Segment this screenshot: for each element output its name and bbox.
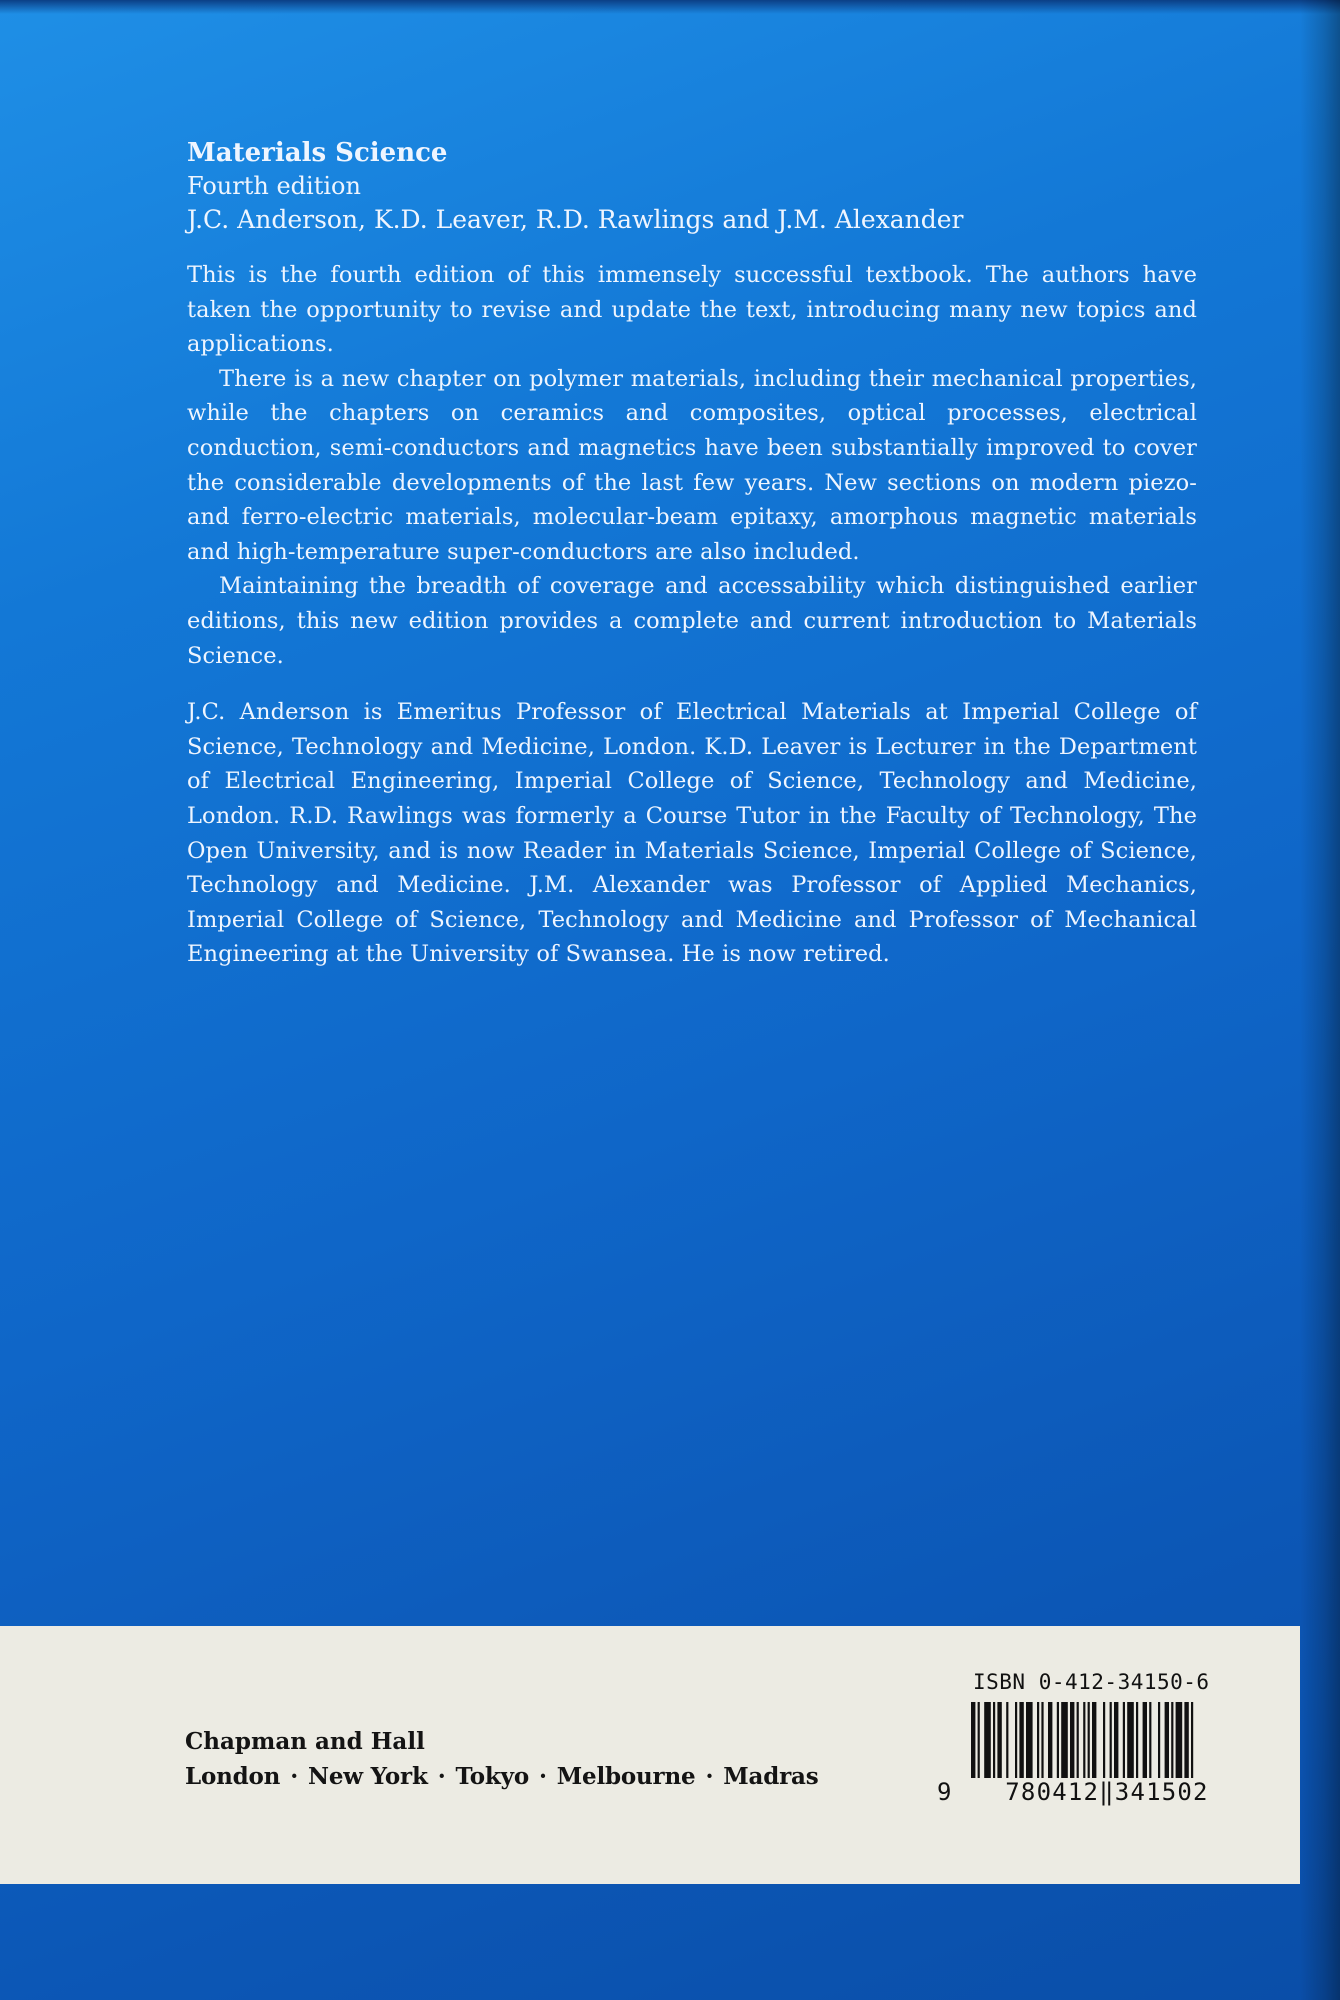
publisher-cities xyxy=(185,1760,818,1794)
barcode-bar xyxy=(1149,1702,1151,1780)
barcode-bar xyxy=(1048,1702,1052,1780)
barcode-bar xyxy=(1077,1702,1079,1780)
barcode-bar xyxy=(1165,1702,1169,1780)
blurb xyxy=(187,258,1197,673)
barcode-bar xyxy=(1061,1702,1068,1780)
publisher-block xyxy=(185,1726,818,1794)
city-separator: · xyxy=(705,1763,714,1790)
barcode-lead-digit: 9 xyxy=(937,1778,952,1806)
barcode-bar xyxy=(1070,1702,1074,1780)
barcode-bar xyxy=(1083,1702,1085,1786)
city-london: London xyxy=(185,1763,281,1790)
barcode-bar xyxy=(993,1702,995,1780)
city-madras: Madras xyxy=(723,1763,819,1790)
barcode-bar xyxy=(1110,1702,1112,1780)
barcode-bar xyxy=(984,1702,991,1780)
city-melbourne: Melbourne xyxy=(556,1763,696,1790)
city-separator: · xyxy=(290,1763,298,1790)
blurb-paragraph-3: Maintaining the breadth of coverage and accessability which distinguished earlier editions, this new edition provides a complete and current introduction to Materials Science. xyxy=(187,573,1197,669)
barcode-bar xyxy=(1158,1702,1160,1780)
barcode-bar xyxy=(1114,1702,1118,1780)
isbn-label: ISBN 0-412-34150-6 xyxy=(973,1670,1210,1694)
barcode-bar xyxy=(1136,1702,1138,1780)
cover-text-block xyxy=(187,136,1197,972)
barcode-bar xyxy=(1171,1702,1173,1780)
barcode-bar xyxy=(997,1702,1001,1780)
barcode-bar xyxy=(1123,1702,1125,1780)
barcode-bar xyxy=(1184,1702,1188,1786)
publisher-name: Chapman and Hall xyxy=(185,1728,425,1755)
barcode-bar xyxy=(1006,1702,1008,1780)
book-title: Materials Science xyxy=(187,138,448,168)
barcode-bar xyxy=(1103,1702,1105,1780)
city-new-york: New York xyxy=(308,1763,428,1790)
barcode-bar xyxy=(978,1702,980,1786)
city-tokyo: Tokyo xyxy=(455,1763,529,1790)
author-bio-paragraph: J.C. Anderson is Emeritus Professor of Electrical Materials at Imperial College of Science, Technology and Medicine, London. K.D. Leaver is Lecturer in the Department of Electrical Engineering, Imperial College of Science, Technology and Medicine, London. R.D. Rawlings was formerly a Course Tutor in the Faculty of Technology, The Open University, and is now Reader in Materials Science, Imperial College of Science, Technology and Medicine. J.M. Alexander was Professor of Applied Mechanics, Imperial College of Science, Technology and Medicine and Professor of Mechanical Engineering at the University of Swansea. He is now retired. xyxy=(187,699,1197,968)
author-bio xyxy=(187,695,1197,972)
barcode-bar xyxy=(1191,1702,1193,1786)
barcode-bar xyxy=(1143,1702,1147,1780)
city-separator: · xyxy=(538,1763,547,1790)
barcode-bar xyxy=(1015,1702,1017,1780)
barcode-bar xyxy=(1127,1702,1134,1780)
barcode-graphic xyxy=(969,1702,1245,1786)
city-separator: · xyxy=(437,1763,446,1790)
barcode-bar xyxy=(1088,1702,1090,1786)
edition-label: Fourth edition xyxy=(187,172,361,200)
blurb-paragraph-1: This is the fourth edition of this immensely successful textbook. The authors have taken the opportunity to revise and update the text, introducing many new topics and applications. xyxy=(187,262,1197,358)
authors-line: J.C. Anderson, K.D. Leaver, R.D. Rawlings and J.M. Alexander xyxy=(187,205,964,234)
barcode-bar xyxy=(971,1702,975,1786)
barcode-bar xyxy=(1026,1702,1033,1780)
barcode-bar xyxy=(1037,1702,1039,1780)
barcode-bar xyxy=(1019,1702,1023,1780)
barcode-bar xyxy=(1057,1702,1059,1780)
blurb-paragraph-2: There is a new chapter on polymer materials, including their mechanical properties, while the chapters on ceramics and composites, optical processes, electrical conduction, semi-conductors and magnetics have been substantially improved to cover the considerable developments of the last few years. New sections on modern piezo- and ferro-electric materials, molecular-beam epitaxy, amorphous magnetic materials and high-temperature super-conductors are also included. xyxy=(187,365,1197,565)
barcode-bar xyxy=(1092,1702,1096,1780)
cover-top-edge xyxy=(0,0,1340,14)
barcode-digits: 780412‖341502 xyxy=(970,1778,1244,1806)
barcode-bar xyxy=(1176,1702,1183,1780)
barcode-bar xyxy=(1041,1702,1043,1780)
